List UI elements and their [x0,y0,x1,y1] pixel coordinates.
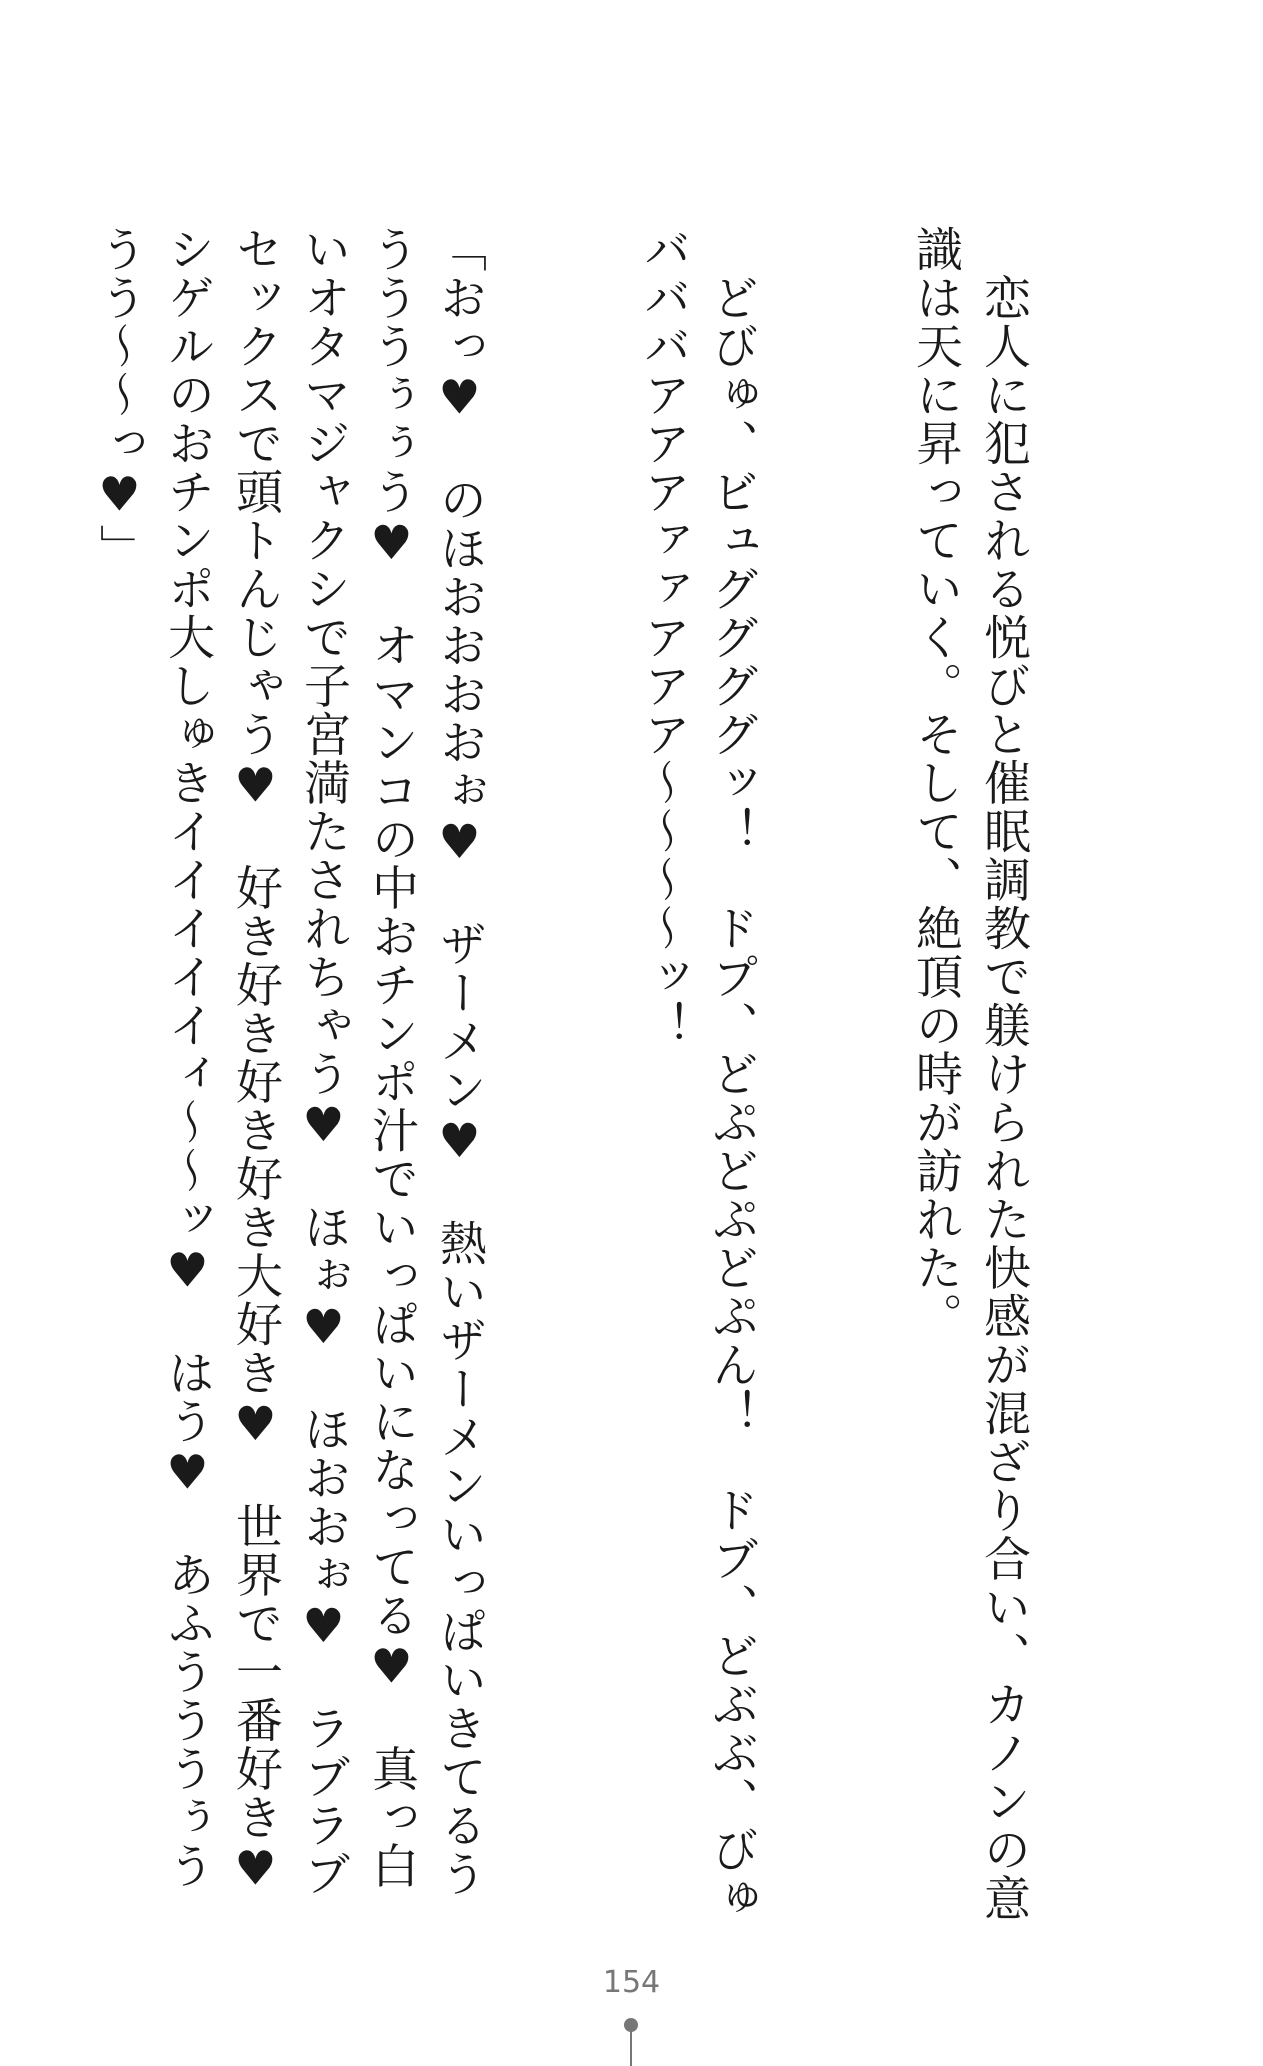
paragraph-orgasm-narration: 恋人に犯される悦びと催眠調教で躾けられた快感が混ざり合い、カノンの意識は天に昇っていく。そして、絶頂の時が訪れた。 [908,225,1031,1923]
paragraph-onomatopoeia: どびゅ、ビュググググッ！ ドプ、どぷどぷどぷん！ ドブ、どぶぶ、びゅバババアアアァァアアア〜〜〜〜ッ！ [636,225,759,1923]
paragraph-dialogue-long: 「おっ♥ のほおおおおぉ♥ ザーメン♥ 熱いザーメンいっぱいきてるううううぅぅう♥ オマンコの中おチンポ汁でいっぱいになってる♥ 真っ白いオタマジャクシで子宮満たされちゃう♥ ほぉ♥ ほおおぉ♥ ラブラブセックスで頭トんじゃう♥ 好き好き好き好き大好き♥ 世界で一番好き♥ シゲルのおチンポ大しゅきイイイイイィ〜〜ッ♥ はう♥ あふうううぅううう〜〜っ♥」 [92,225,487,1947]
page-marker-line [630,2030,632,2066]
body-text [0,225,1173,1947]
page-number: 154 [602,1965,661,2000]
